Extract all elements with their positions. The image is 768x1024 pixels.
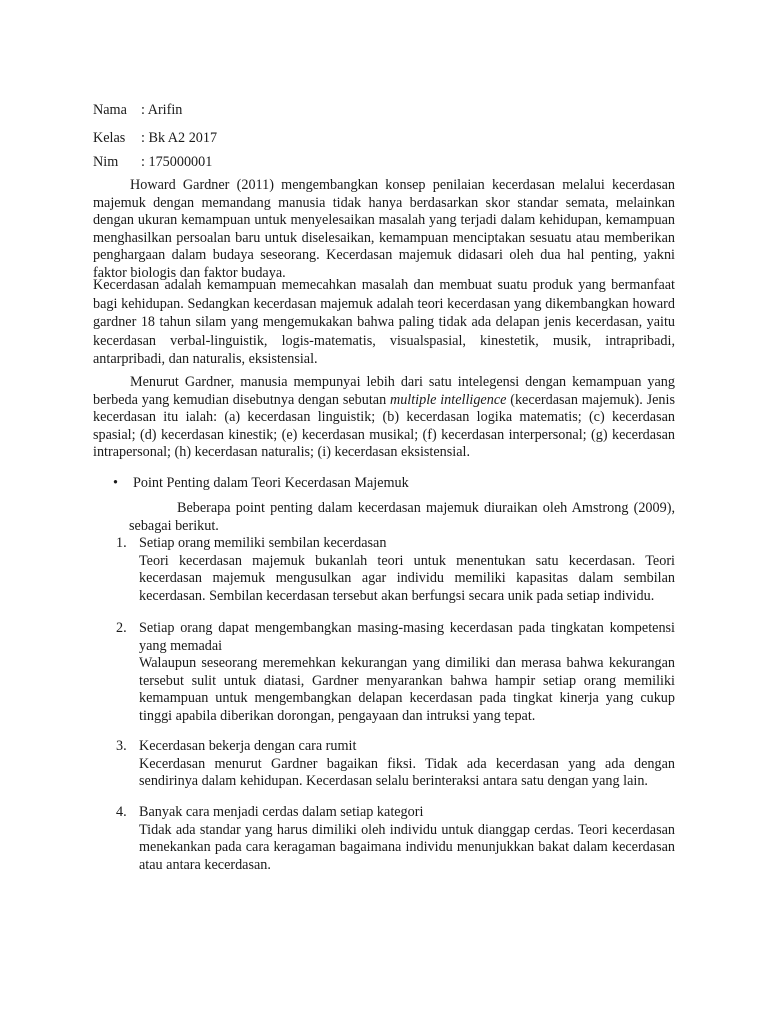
paragraph-text-2: (kecerdasan majemuk). Jenis kecerdasan itu ialah: (a) kecerdasan linguistik; (b) kecerdasan logika matematis; (c) kecerdasan spasial; (d) kecerdasan kinestik; (e) kecerdasan musikal; (f) kecerdasan interpersonal; (g) kecerdasan intrapersonal; (h) kecerdasan naturalis; (i) kecerdasan eksistensial. — [93, 391, 675, 461]
class-label: Kelas — [93, 130, 126, 146]
list-item-description: Kecerdasan menurut Gardner bagaikan fiksi. Tidak ada kecerdasan yang ada dengan sendirinya dalam kehidupan. Kecerdasan selalu berinteraksi antara satu dengan yang lain. — [139, 755, 675, 790]
list-item-heading: Setiap orang dapat mengembangkan masing-masing kecerdasan pada tingkatan kompetensi yang memadai — [139, 620, 675, 654]
nim-label: Nim — [93, 154, 119, 170]
bullet-heading-text: Point Penting dalam Teori Kecerdasan Majemuk — [133, 475, 409, 491]
name-row — [93, 100, 182, 120]
paragraph-multiple-intelligence — [93, 374, 675, 462]
paragraph-text-1: Menurut Gardner, manusia mempunyai lebih dari satu intelegensi dengan kemampuan yang berbeda yang kemudian disebutnya dengan sebutan — [93, 374, 675, 408]
list-number: 2. — [116, 620, 127, 636]
class-value: : Bk A2 2017 — [141, 130, 218, 146]
bullet-heading — [113, 474, 409, 492]
name-value: : Arifin — [141, 102, 183, 118]
list-item-description: Teori kecerdasan majemuk bukanlah teori untuk menentukan satu kecerdasan. Teori kecerdasan majemuk mengusulkan agar individu memiliki kapasitas dalam sembilan kecerdasan. Sembilan kecerdasan tersebut akan berfungsi secara unik pada setiap individu. — [139, 552, 675, 604]
nim-row — [93, 152, 212, 172]
class-row — [93, 128, 217, 148]
multiple-intelligence-term: multiple intelligence — [389, 391, 507, 408]
list-item-heading: Setiap orang memiliki sembilan kecerdasan — [139, 535, 387, 551]
list-number: 1. — [116, 535, 127, 551]
list-item-heading: Kecerdasan bekerja dengan cara rumit — [139, 738, 357, 754]
paragraph-gardner: Howard Gardner (2011) mengembangkan konsep penilaian kecerdasan melalui kecerdasan majemuk dengan memandang manusia tidak hanya berdasarkan skor standar semata, melainkan dengan ukuran kemampuan untuk menyelesaikan masalah yang terjadi dalam kehidupan, kemampuan menghasilkan persoalan baru untuk diselesaikan, kemampuan menciptakan sesuatu atau memberikan penghargaan dalam budaya seseorang. Kecerdasan majemuk didasari oleh dua hal penting, yakni faktor biologis dan faktor budaya. — [93, 177, 675, 281]
intro-paragraph: Beberapa point penting dalam kecerdasan majemuk diuraikan oleh Amstrong (2009), sebagai berikut. — [129, 500, 675, 534]
list-number: 4. — [116, 804, 127, 820]
list-item-heading: Banyak cara menjadi cerdas dalam setiap kategori — [139, 804, 424, 820]
list-item-description: Walaupun seseorang meremehkan kekurangan yang dimiliki dan merasa bahwa kekurangan tersebut sulit untuk diatasi, Gardner menyarankan bahwa hampir setiap orang memiliki kemampuan untuk mengembangkan delapan kecerdasan pada tingkat kinerja yang cukup tinggi apabila diberikan dorongan, pengayaan dan intruksi yang tepat. — [139, 655, 675, 724]
bullet-dot-icon: • — [113, 475, 118, 491]
list-item-description: Tidak ada standar yang harus dimiliki oleh individu untuk dianggap cerdas. Teori kecerdasan menekankan pada cara keragaman bagaimana individu menunjukkan bakat dalam kecerdasan atau antara kecerdasan. — [139, 821, 675, 873]
nim-value: : 175000001 — [141, 154, 213, 170]
paragraph-definition: Kecerdasan adalah kemampuan memecahkan masalah dan membuat suatu produk yang bermanfaat bagi kehidupan. Sedangkan kecerdasan majemuk adalah teori kecerdasan yang dikembangkan howard gardner 18 tahun silam yang mengemukakan bahwa paling tidak ada delapan jenis kecerdasan, yaitu kecerdasan verbal-linguistik, logis-matematis, visualspasial, kinestetik, musik, intrapribadi, antarpribadi, dan naturalis, eksistensial. — [93, 277, 675, 368]
list-number: 3. — [116, 738, 127, 754]
name-label: Nama — [93, 102, 127, 118]
